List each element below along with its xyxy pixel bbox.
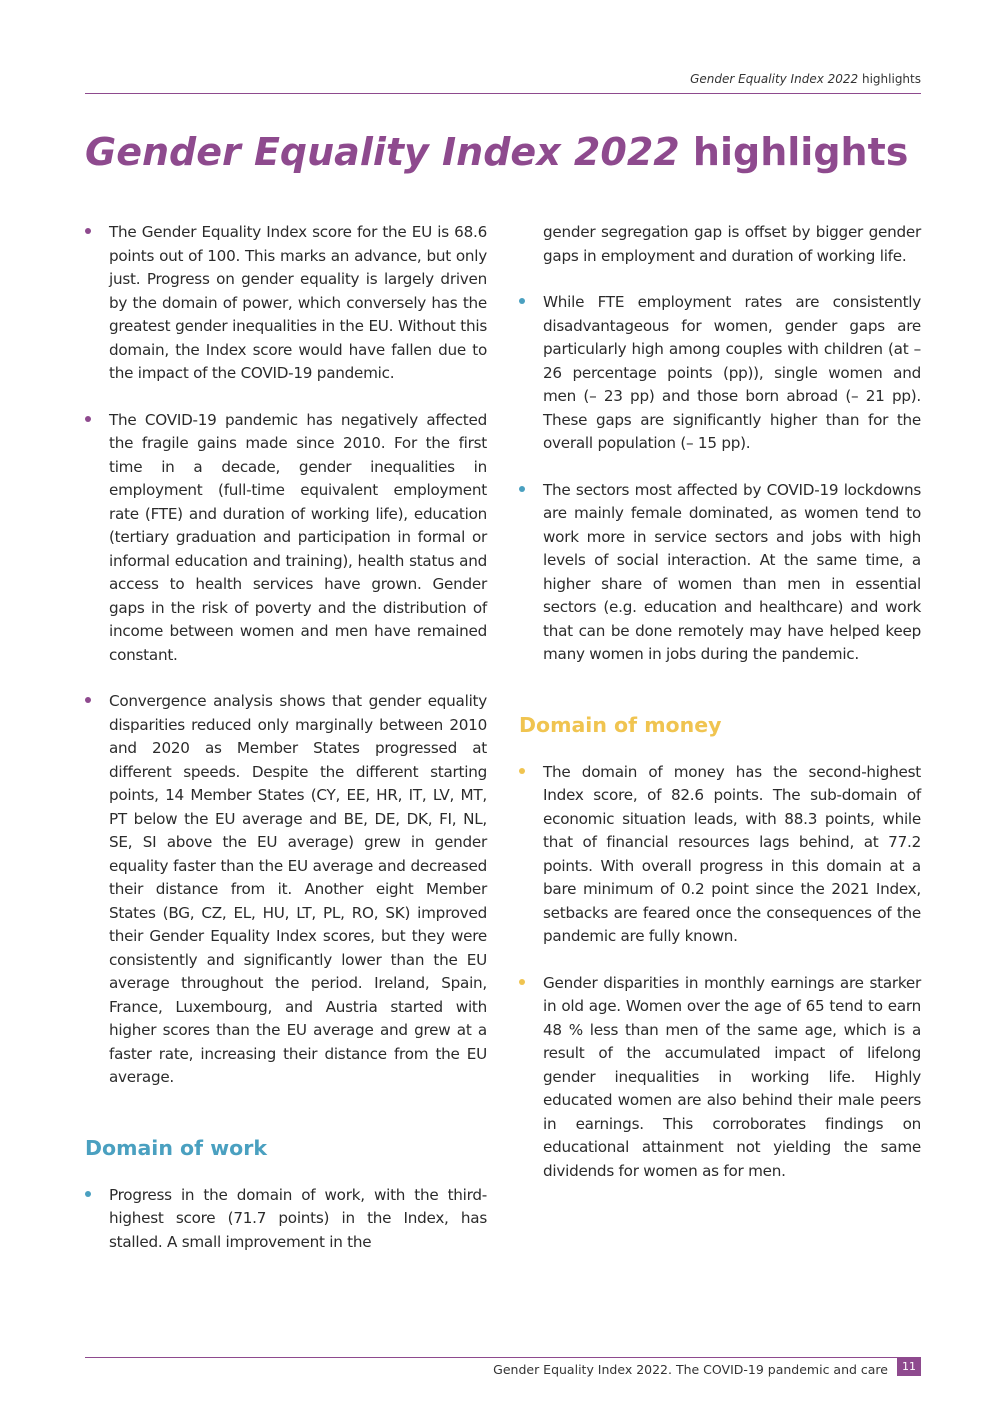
bullet-icon [519, 979, 525, 985]
list-item [85, 690, 487, 1090]
bullet-icon [519, 768, 525, 774]
bullet-text: Convergence analysis shows that gender equality disparities reduced only marginally between 2010 and 2020 as Member States progressed at different speeds. Despite the different starting points, 14 Member States (CY, EE, HR, IT, LV, MT, PT below the EU average and BE, DE, DK, FI, NL, SE, SI above the EU average) grew in gender equality faster than the EU average and decreased their distance from it. Another eight Member States (BG, CZ, EL, HU, LT, PL, RO, SK) improved their Gender Equality Index scores, but they were consistently and significantly lower than the EU average throughout the period. Ireland, Spain, France, Luxembourg, and Austria started with higher scores than the EU average and grew at a faster rate, increasing their distance from the EU average. [109, 692, 487, 1086]
list-item [85, 221, 487, 386]
bullet-text: The Gender Equality Index score for the EU is 68.6 points out of 100. This marks an advance, but only just. Progress on gender equality is largely driven by the domain of power, which conversely has the greatest gender inequalities in the EU. Without this domain, the Index score would have fallen due to the impact of the COVID-19 pandemic. [109, 223, 487, 382]
bullet-icon [85, 416, 91, 422]
continued-text: gender segregation gap is offset by bigger gender gaps in employment and duration of working life. [543, 223, 921, 265]
bullet-icon [85, 228, 91, 234]
bullet-icon [519, 486, 525, 492]
page-title-rest: highlights [679, 130, 909, 174]
bullet-text: Progress in the domain of work, with the third-highest score (71.7 points) in the Index, has stalled. A small improvement in the [109, 1185, 487, 1251]
page-title [85, 130, 908, 174]
bullet-icon [85, 697, 91, 703]
list-item [519, 479, 921, 667]
list-item [85, 409, 487, 668]
footer-text: Gender Equality Index 2022. The COVID-19 pandemic and care [493, 1362, 888, 1377]
list-item [85, 1184, 487, 1255]
bullet-icon [519, 298, 525, 304]
bullet-text: The COVID-19 pandemic has negatively affected the fragile gains made since 2010. For the first time in a decade, gender inequalities in employment (full-time equivalent employment rate (FTE) and duration of working life), education (tertiary graduation and participation in formal or informal education and training), health status and access to health services have grown. Gender gaps in the risk of poverty and the distribution of income between women and men have remained constant. [109, 410, 487, 664]
header-rule [85, 93, 921, 94]
bullet-icon [85, 1191, 91, 1197]
domain-of-work-heading: Domain of work [85, 1135, 267, 1160]
list-item [519, 291, 921, 456]
running-header [690, 72, 921, 86]
continued-paragraph [519, 221, 921, 268]
bullet-text: The sectors most affected by COVID-19 lockdowns are mainly female dominated, as women tend to work more in service sectors and jobs with high levels of social interaction. At the same time, a higher share of women than men in essential sectors (e.g. education and healthcare) and work that can be done remotely may have helped keep many women in jobs during the pandemic. [543, 480, 921, 663]
list-item [519, 972, 921, 1184]
domain-of-money-heading: Domain of money [519, 712, 722, 737]
page-title-italic: Gender Equality Index 2022 [85, 130, 680, 174]
list-item [519, 761, 921, 949]
bullet-text: While FTE employment rates are consistently disadvantageous for women, gender gaps are particularly high among couples with children (at – 26 percentage points (pp)), single women and men (– 23 pp) and those born abroad (– 21 pp). These gaps are significantly higher than for the overall population (– 15 pp). [543, 293, 921, 452]
left-column [85, 221, 487, 1277]
right-column [519, 221, 921, 1206]
running-header-rest: highlights [858, 72, 921, 86]
bullet-text: Gender disparities in monthly earnings are starker in old age. Women over the age of 65 tend to earn 48 % less than men of the same age, which is a result of the accumulated impact of lifelong gender inequalities in working life. Highly educated women are also behind their male peers in earnings. This corroborates findings on educational attainment not yielding the same dividends for women as for men. [543, 973, 921, 1180]
bullet-text: The domain of money has the second-highest Index score, of 82.6 points. The sub-domain of economic situation leads, with 88.3 points, while that of financial resources lags behind, at 77.2 points. With overall progress in this domain at a bare minimum of 0.2 point since the 2021 Index, setbacks are feared once the consequences of the pandemic are fully known. [543, 762, 921, 945]
page-number: 11 [897, 1357, 921, 1376]
footer-rule [85, 1357, 921, 1358]
running-header-italic: Gender Equality Index 2022 [690, 72, 859, 86]
